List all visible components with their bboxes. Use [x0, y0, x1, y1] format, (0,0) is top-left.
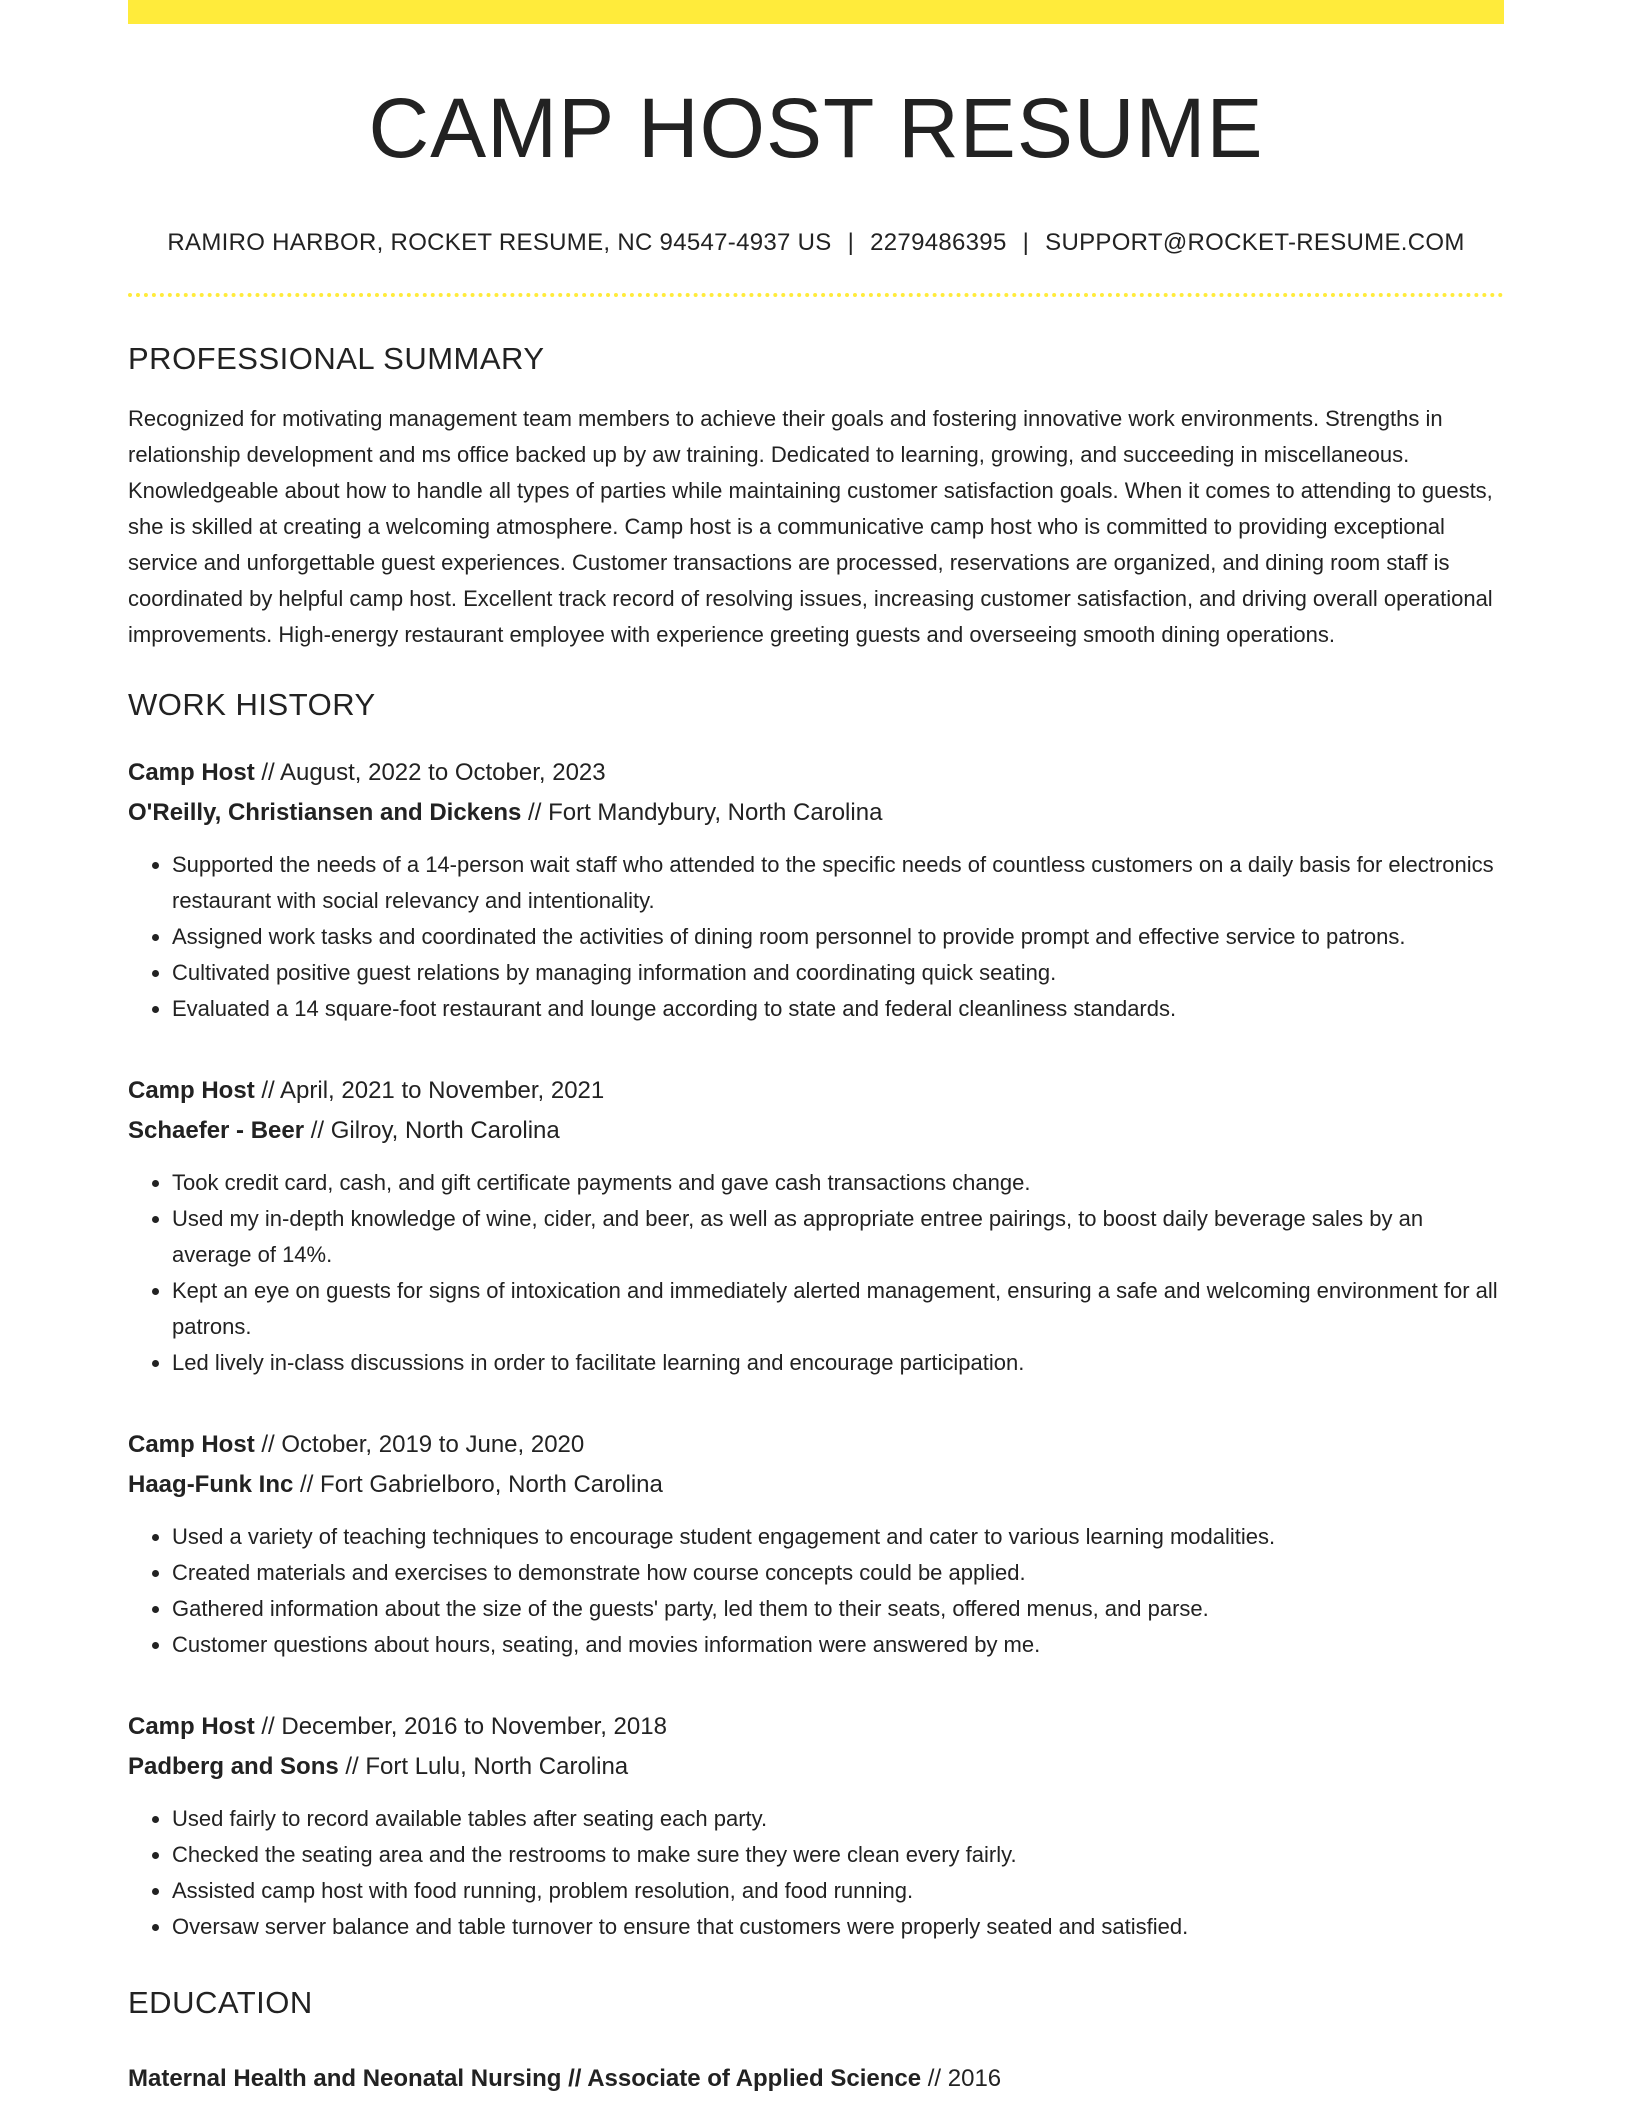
summary-heading: PROFESSIONAL SUMMARY [128, 340, 545, 376]
dotted-divider [128, 293, 1504, 297]
job-company: O'Reilly, Christiansen and Dickens [128, 798, 522, 826]
job-title-line [128, 1707, 1504, 1747]
job-bullet: • Supported the needs of a 14-person wait staff who attended to the specific needs of countless customers on a daily basis for electronics restaurant with social relevancy and intentionality. [172, 847, 1504, 919]
summary-text: Recognized for motivating management team members to achieve their goals and fostering innovative work environments. Strengths in relationship development and ms office backed up by aw training. Dedicated to learning, growing, and succeeding in miscellaneous. Knowledgeable about how to handle all types of parties while maintaining customer satisfaction goals. When it comes to attending to guests, she is skilled at creating a welcoming atmosphere. Camp host is a communicative camp host who is committed to providing exceptional service and unforgettable guest experiences. Customer transactions are processed, reservations are organized, and dining room staff is coordinated by helpful camp host. Excellent track record of resolving issues, increasing customer satisfaction, and driving overall operational improvements. High-energy restaurant employee with experience greeting guests and overseeing smooth dining operations. [128, 405, 1493, 647]
job-title: Camp Host [128, 758, 255, 786]
job-bullet: • Checked the seating area and the restrooms to make sure they were clean every fairly. [172, 1837, 1504, 1873]
job-bullets [128, 1165, 1504, 1381]
job-title: Camp Host [128, 1712, 255, 1740]
job-bullet: • Used my in-depth knowledge of wine, cider, and beer, as well as appropriate entree pairings, to boost daily beverage sales by an average of 14%. [172, 1201, 1504, 1273]
job-title-line [128, 753, 1504, 793]
job-bullet: • Took credit card, cash, and gift certificate payments and gave cash transactions change. [172, 1165, 1504, 1201]
job-title: Camp Host [128, 1430, 255, 1458]
job-bullet: • Led lively in-class discussions in order to facilitate learning and encourage participation. [172, 1345, 1504, 1381]
education-entry [128, 2059, 1504, 2099]
job-company-line [128, 1465, 1504, 1505]
contact-separator: | [847, 228, 855, 256]
contact-phone: 2279486395 [870, 228, 1007, 256]
top-accent-bar [128, 0, 1504, 24]
job-bullet: • Used fairly to record available tables after seating each party. [172, 1801, 1504, 1837]
contact-email: SUPPORT@ROCKET-RESUME.COM [1045, 228, 1465, 256]
job-entry [128, 753, 1504, 1027]
job-company-line [128, 1747, 1504, 1787]
job-location: // Fort Gabrielboro, North Carolina [293, 1470, 663, 1498]
education-degree: Maternal Health and Neonatal Nursing // Associate of Applied Science [128, 2064, 922, 2092]
resume-title: CAMP HOST RESUME [368, 81, 1264, 175]
job-location: // Fort Lulu, North Carolina [338, 1752, 629, 1780]
job-title: Camp Host [128, 1076, 255, 1104]
job-entry [128, 1707, 1504, 1945]
job-title-line [128, 1071, 1504, 1111]
job-company: Schaefer - Beer [128, 1116, 305, 1144]
work-history-heading: WORK HISTORY [128, 686, 376, 722]
job-location: // Fort Mandybury, North Carolina [521, 798, 883, 826]
job-company: Padberg and Sons [128, 1752, 339, 1780]
job-dates: // October, 2019 to June, 2020 [254, 1430, 585, 1458]
job-entry [128, 1425, 1504, 1663]
job-bullet: • Used a variety of teaching techniques to encourage student engagement and cater to various learning modalities. [172, 1519, 1504, 1555]
job-dates: // April, 2021 to November, 2021 [254, 1076, 605, 1104]
job-bullet: • Gathered information about the size of the guests' party, led them to their seats, offered menus, and parse. [172, 1591, 1504, 1627]
education-year: // 2016 [921, 2064, 1002, 2092]
job-entry [128, 1071, 1504, 1381]
job-location: // Gilroy, North Carolina [304, 1116, 560, 1144]
job-bullet: • Kept an eye on guests for signs of intoxication and immediately alerted management, ensuring a safe and welcoming environment for all patrons. [172, 1273, 1504, 1345]
job-company-line [128, 793, 1504, 833]
job-company-line [128, 1111, 1504, 1151]
contact-line [128, 229, 1504, 257]
job-bullet: • Created materials and exercises to demonstrate how course concepts could be applied. [172, 1555, 1504, 1591]
job-bullet: • Evaluated a 14 square-foot restaurant and lounge according to state and federal cleanliness standards. [172, 991, 1504, 1027]
job-bullets [128, 1801, 1504, 1945]
job-dates: // December, 2016 to November, 2018 [254, 1712, 667, 1740]
job-company: Haag-Funk Inc [128, 1470, 294, 1498]
job-dates: // August, 2022 to October, 2023 [254, 758, 606, 786]
resume-page [128, 0, 1504, 2099]
job-bullet: • Cultivated positive guest relations by managing information and coordinating quick seating. [172, 955, 1504, 991]
job-bullet: • Oversaw server balance and table turnover to ensure that customers were properly seated and satisfied. [172, 1909, 1504, 1945]
job-title-line [128, 1425, 1504, 1465]
contact-address: RAMIRO HARBOR, ROCKET RESUME, NC 94547-4937 US [167, 228, 832, 256]
contact-separator: | [1022, 228, 1030, 256]
education-heading: EDUCATION [128, 1984, 313, 2020]
job-bullets [128, 1519, 1504, 1663]
job-bullet: • Assigned work tasks and coordinated the activities of dining room personnel to provide prompt and effective service to patrons. [172, 919, 1504, 955]
job-bullet: • Customer questions about hours, seating, and movies information were answered by me. [172, 1627, 1504, 1663]
job-bullet: • Assisted camp host with food running, problem resolution, and food running. [172, 1873, 1504, 1909]
job-bullets [128, 847, 1504, 1027]
